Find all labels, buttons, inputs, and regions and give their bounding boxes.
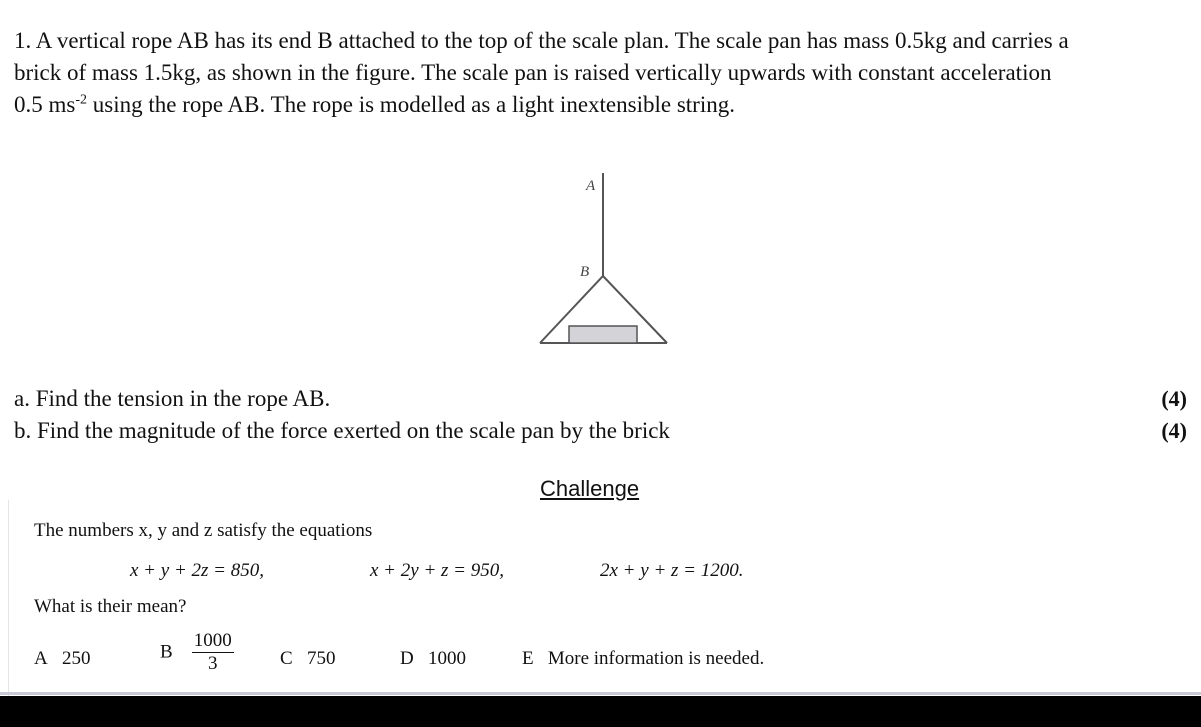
option-value: More information is needed.: [547, 648, 765, 669]
denominator: 3: [207, 653, 218, 674]
page-edge: [0, 500, 9, 700]
option-d[interactable]: [400, 648, 466, 670]
option-letter: C: [280, 648, 293, 669]
numerator: 1000: [193, 630, 232, 651]
equation-3: 2x + y + z = 1200.: [600, 560, 744, 581]
option-value: 750: [306, 648, 336, 669]
label-b: B: [580, 264, 590, 280]
question-line-2: brick of mass 1.5kg, as shown in the figure. The scale pan is raised vertically upwards with constant acceleration: [14, 60, 1052, 85]
bottom-bar: [0, 696, 1201, 727]
challenge-heading: Challenge: [540, 476, 640, 501]
challenge-question: What is their mean?: [34, 596, 187, 617]
fraction: [192, 630, 234, 675]
part-a: a. Find the tension in the rope AB.: [14, 386, 331, 411]
acceleration-value: 0.5 ms: [14, 92, 76, 117]
option-letter: E: [522, 648, 534, 669]
rope-scale-pan-figure: [520, 160, 690, 355]
question-line-3-text: using the rope AB. The rope is modelled as a light inextensible string.: [87, 92, 735, 117]
option-e[interactable]: [522, 648, 764, 670]
option-value: 250: [61, 648, 91, 669]
option-letter: B: [160, 641, 173, 663]
part-a-marks: (4): [1161, 386, 1187, 411]
equation-1: x + y + 2z = 850,: [130, 560, 264, 581]
question-line-1: 1. A vertical rope AB has its end B attached to the top of the scale plan. The scale pan has mass 0.5kg and carries a: [14, 28, 1069, 53]
question-line-3: [14, 92, 735, 118]
part-b-marks: (4): [1161, 418, 1187, 443]
option-letter: D: [400, 648, 414, 669]
option-c[interactable]: [280, 648, 335, 670]
option-b[interactable]: [160, 630, 234, 675]
brick: [569, 326, 637, 343]
option-value: 1000: [427, 648, 466, 669]
exponent: -2: [75, 92, 88, 108]
divider: [0, 692, 1201, 695]
option-letter: A: [34, 648, 48, 669]
label-a: A: [586, 178, 596, 194]
part-b: b. Find the magnitude of the force exerted on the scale pan by the brick: [14, 418, 670, 443]
equation-2: x + 2y + z = 950,: [370, 560, 504, 581]
challenge-intro: The numbers x, y and z satisfy the equations: [34, 520, 373, 541]
option-a[interactable]: [34, 648, 90, 670]
